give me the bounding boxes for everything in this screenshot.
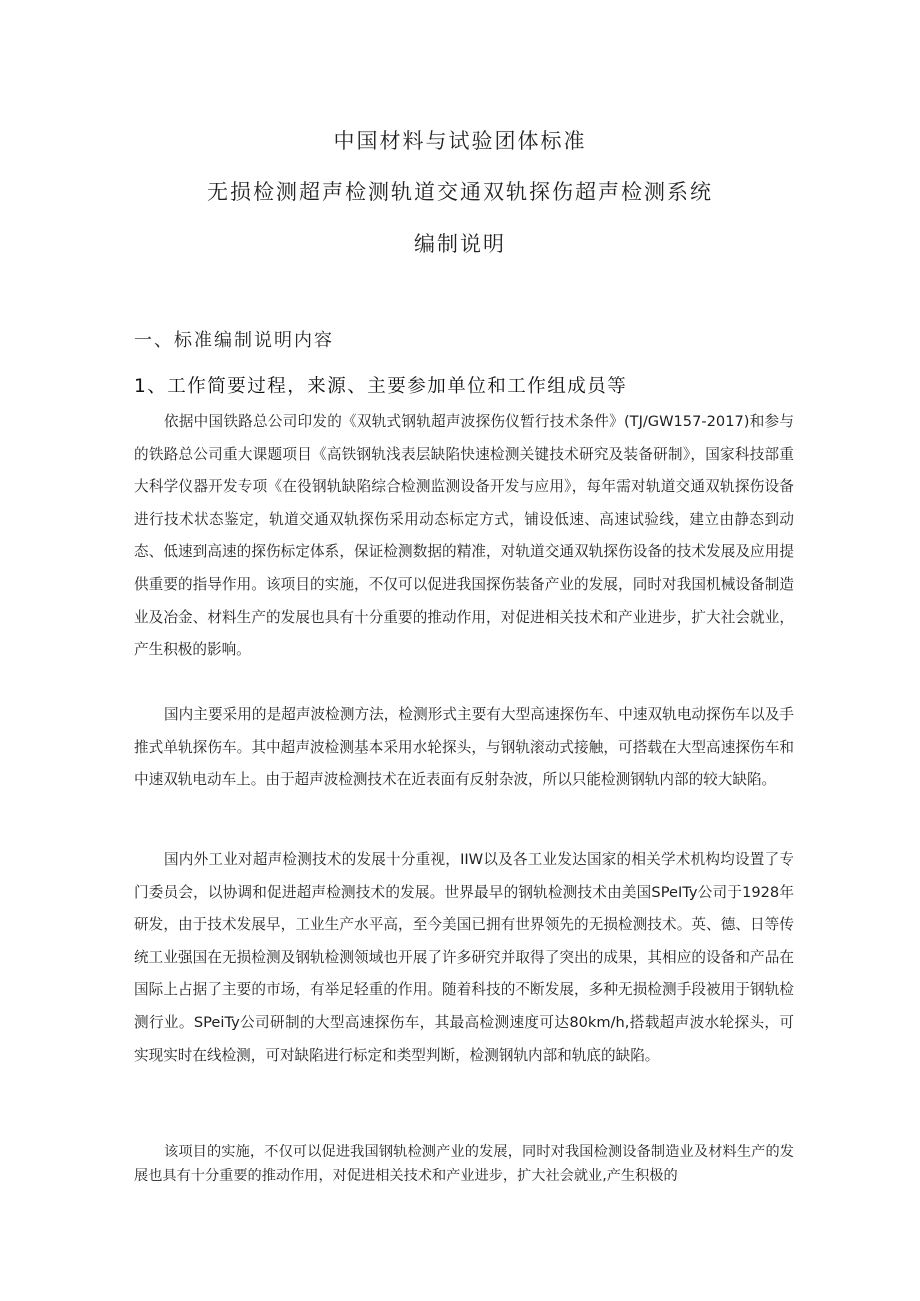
document-title-type: 编制说明 xyxy=(414,232,506,256)
paragraph-domestic-methods: 国内主要采用的是超声波检测方法，检测形式主要有大型高速探伤车、中速双轨电动探伤车以及手推式单轨探伤车。其中超声波检测基本采用水轮探头，与钢轨滚动式接触，可搭载在大型高速探伤车和中速双轨电动车上。由于超声波检测技术在近表面有反射杂波，所以只能检测钢轨内部的较大缺陷。 xyxy=(134,706,794,789)
paragraph-source: 依据中国铁路总公司印发的《双轨式钢轨超声波探伤仪暂行技术条件》(TJ/GW157-2017)和参与的铁路总公司重大课题项目《高铁钢轨浅表层缺陷快速检测关键技术研究及装备研制》，国家科技部重大科学仪器开发专项《在役钢轨缺陷综合检测监测设备开发与应用》，每年需对轨道交通双轨探伤设备进行技术状态鉴定，轨道交通双轨探伤采用动态标定方式，铺设低速、高速试验线，建立由静态到动态、低速到高速的探伤标定体系，保证检测数据的精准，对轨道交通双轨探伤设备的技术发展及应用提供重要的指导作用。该项目的实施，不仅可以促进我国探伤装备产业的发展，同时对我国机械设备制造业及冶金、材料生产的发展也具有十分重要的推动作用，对促进相关技术和产业进步，扩大社会就业，产生积极的影响。 xyxy=(134,413,794,659)
paragraph-international-status: 国内外工业对超声检测技术的发展十分重视，IIW以及各工业发达国家的相关学术机构均设置了专门委员会，以协调和促进超声检测技术的发展。世界最早的钢轨检测技术由美国SPeITy公司于1928年研发，由于技术发展早，工业生产水平高，至今美国已拥有世界领先的无损检测技术。英、德、日等传统工业强国在无损检测及钢轨检测领域也开展了许多研究并取得了突出的成果，其相应的设备和产品在国际上占据了主要的市场，有举足轻重的作用。随着科技的不断发展，多种无损检测手段被用于钢轨检测行业。SPeiTy公司研制的大型高速探伤车，其最高检测速度可达80km/h,搭载超声波水轮探头，可实现实时在线检测，可对缺陷进行标定和类型判断，检测钢轨内部和轨底的缺陷。 xyxy=(134,851,794,1064)
document-title-standard-name: 无损检测超声检测轨道交通双轨探伤超声检测系统 xyxy=(207,180,713,204)
document-title-organization: 中国材料与试验团体标准 xyxy=(333,129,587,153)
paragraph-project-impact: 该项目的实施，不仅可以促进我国钢轨检测产业的发展，同时对我国检测设备制造业及材料生产的发展也具有十分重要的推动作用，对促进相关技术和产业进步，扩大社会就业,产生积极的 xyxy=(134,1144,794,1184)
section-heading: 一、标准编制说明内容 xyxy=(134,330,334,351)
sub-heading: 1、工作简要过程，来源、主要参加单位和工作组成员等 xyxy=(134,376,628,397)
